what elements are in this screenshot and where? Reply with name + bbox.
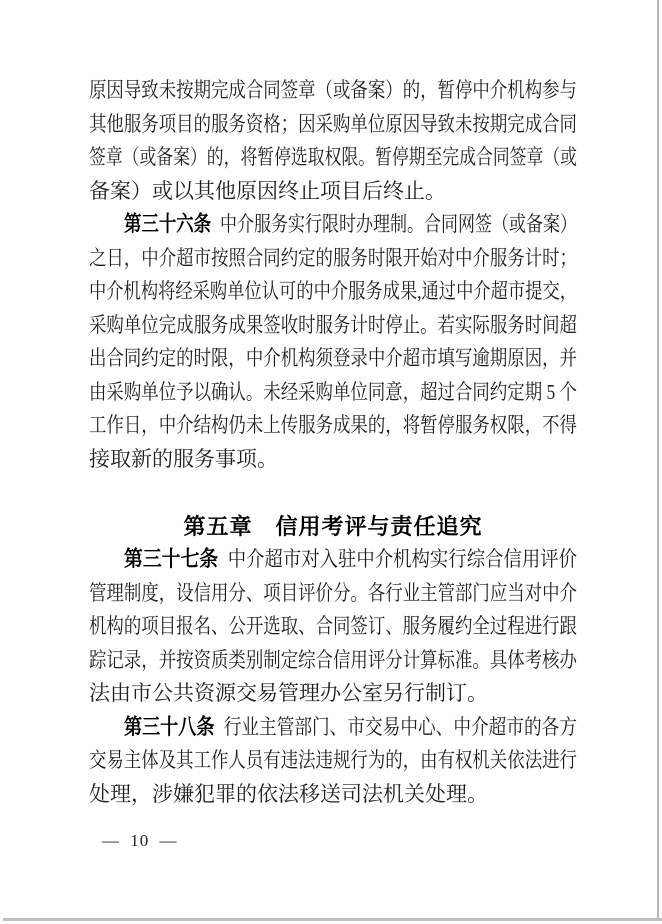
line-text: 交易主体及其工作人员有违法违规行为的，由有权机关依法进行: [89, 748, 577, 772]
article-38-first-line: [89, 711, 577, 745]
article-37-number: 第三十七条: [124, 547, 219, 571]
article-36-first-line: [89, 208, 577, 242]
chapter-5-heading-text: 第五章 信用考评与责任追究: [183, 513, 483, 539]
body-line: [89, 108, 577, 142]
body-line: [89, 141, 577, 175]
line-text: 处理，涉嫌犯罪的依法移送司法机关处理。: [89, 781, 488, 806]
line-text: 工作日，中介结构仍未上传服务成果的，将暂停服务权限，不得: [89, 413, 577, 437]
body-line: [89, 744, 577, 778]
scan-edge-bottom: [3, 918, 662, 921]
article-38-first-text: 行业主管部门、市交易中心、中介超市的各方: [223, 714, 577, 739]
line-text: 踪记录，并按资质类别制定综合信用评分计算标准。具体考核办: [89, 647, 577, 672]
body-line: [89, 409, 577, 443]
blank-line: [89, 476, 577, 510]
line-text: 采购单位完成服务成果签收时服务计时停止。若实际服务时间超: [89, 312, 577, 337]
line-text: 由采购单位予以确认。未经采购单位同意，超过合同约定期 5 个: [89, 379, 577, 404]
line-text: 之日，中介超市按照合同约定的服务时限开始对中介服务计时；: [89, 245, 577, 270]
line-text: 机构的项目报名、公开选取、合同签订、服务履约全过程进行跟: [89, 614, 577, 638]
article-36-number: 第三十六条: [124, 212, 212, 236]
body-line: [89, 376, 577, 410]
body-line: [89, 309, 577, 343]
article-37-first-text: 中介超市对入驻中介机构实行综合信用评价: [227, 547, 577, 571]
line-text: 其他服务项目的服务资格；因采购单位原因导致未按期完成合同: [89, 111, 577, 136]
scan-edge-right: [657, 0, 659, 920]
line-text: 出合同约定的时限，中介机构须登录中介超市填写逾期原因，并: [89, 346, 577, 370]
line-text: 管理制度，设信用分、项目评价分。各行业主管部门应当对中介: [89, 580, 577, 605]
body-line: [89, 778, 577, 812]
line-text: 备案）或以其他原因终止项目后终止。: [89, 178, 446, 203]
article-37-first-line: [89, 543, 577, 577]
body-line: [89, 242, 577, 276]
body-line: [89, 644, 577, 678]
line-text: 中介机构将经采购单位认可的中介服务成果,通过中介超市提交，: [89, 279, 578, 303]
line-text: 法由市公共资源交易管理办公室另行制订。: [89, 681, 488, 705]
article-38-number: 第三十八条: [124, 714, 215, 739]
body-line: [89, 443, 577, 477]
body-line: [89, 677, 577, 711]
body-line: [89, 342, 577, 376]
line-text: [124, 711, 577, 745]
line-text: [124, 543, 577, 577]
text-column: [89, 74, 577, 811]
line-text: 接取新的服务事项。: [89, 446, 278, 471]
body-line: [89, 74, 577, 108]
line-text: 签章（或备案）的，将暂停选取权限。暂停期至完成合同签章（或: [89, 145, 577, 169]
body-line: [89, 610, 577, 644]
line-text: 原因导致未按期完成合同签章（或备案）的，暂停中介机构参与: [89, 78, 577, 102]
line-text: [124, 208, 577, 242]
chapter-5-heading: [89, 510, 577, 544]
page-number: — 10 —: [102, 831, 178, 850]
body-line: [89, 175, 577, 209]
article-36-first-text: 中介服务实行限时办理制。合同网签（或备案）: [219, 212, 577, 236]
body-line: [89, 275, 577, 309]
body-line: [89, 577, 577, 611]
